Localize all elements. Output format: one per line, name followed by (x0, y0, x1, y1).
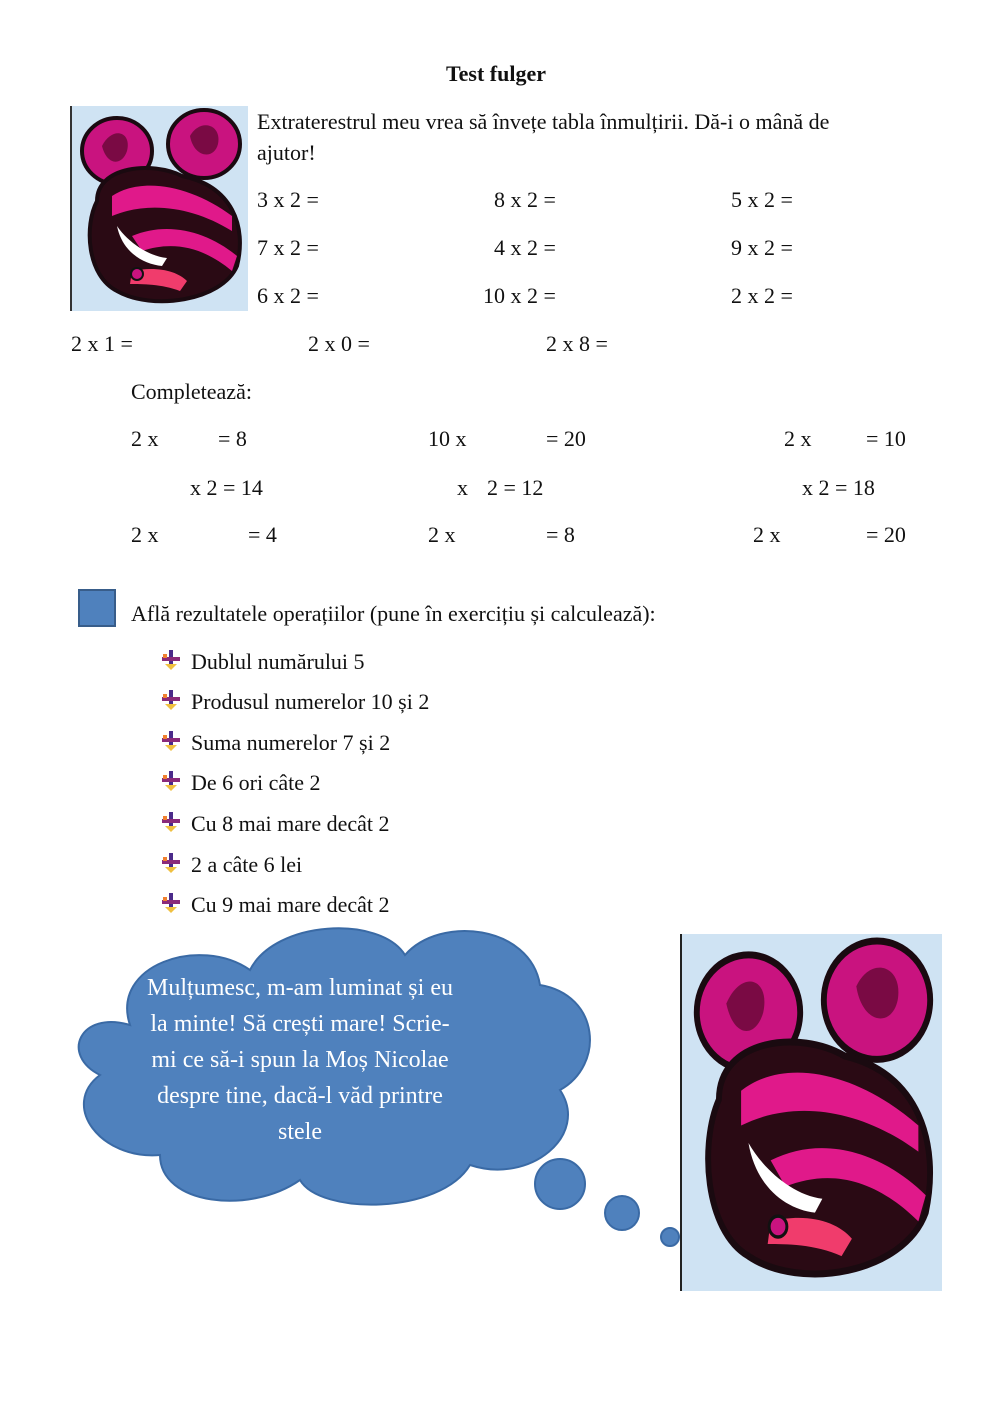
list-item-label: De 6 ori câte 2 (191, 770, 321, 795)
fill-left: 2 x (753, 522, 781, 547)
complete-heading: Completează: (131, 379, 252, 404)
intro-line-1: Extraterestrul meu vrea să învețe tabla înmulțirii. Dă-i o mână de (257, 109, 830, 134)
fill-expression: x 2 = 18 (802, 475, 875, 500)
fill-right: = 4 (248, 522, 277, 547)
arrow-down-bullet-icon (162, 812, 180, 832)
list-item-label: Cu 8 mai mare decât 2 (191, 811, 390, 836)
list-item-label: Produsul numerelor 10 și 2 (191, 689, 430, 714)
exercise: 5 x 2 = (731, 187, 793, 212)
exercise: 7 x 2 = (257, 235, 319, 260)
intro-line-2: ajutor! (257, 140, 316, 165)
arrow-down-bullet-icon (162, 731, 180, 751)
arrow-down-bullet-icon (162, 771, 180, 791)
list-item-label: Suma numerelor 7 și 2 (191, 730, 391, 755)
exercise: 10 x 2 = (483, 283, 556, 308)
cloud-message: Mulțumesc, m-am luminat și eu la minte! Să crești mare! Scrie-mi ce să-i spun la Moș Nicolae despre tine, dacă-l văd printre stele (147, 975, 453, 1145)
fill-expression: x 2 = 14 (190, 475, 263, 500)
exercise: 9 x 2 = (731, 235, 793, 260)
alien-image-top (70, 106, 248, 311)
alien-illustration (72, 106, 248, 311)
thought-bubble-small (661, 1228, 679, 1246)
task-heading: Află rezultatele operațiilor (pune în exercițiu și calculează): (131, 601, 656, 626)
exercise: 4 x 2 = (494, 235, 556, 260)
fill-left: 2 x (131, 522, 159, 547)
exercise: 2 x 2 = (731, 283, 793, 308)
fill-left: 2 x (428, 522, 456, 547)
fill-left: 2 x (131, 426, 159, 451)
fill-right: = 8 (546, 522, 575, 547)
fill-left: 10 x (428, 426, 467, 451)
fill-left: x (457, 475, 468, 500)
exercise: 3 x 2 = (257, 187, 319, 212)
alien-illustration (682, 934, 942, 1291)
list-item-label: Dublul numărului 5 (191, 649, 365, 674)
arrow-down-bullet-icon (162, 853, 180, 873)
fill-left: 2 x (784, 426, 812, 451)
exercise: 2 x 1 = (71, 331, 133, 356)
fill-right: = 10 (866, 426, 906, 451)
arrow-down-bullet-icon (162, 650, 180, 670)
thought-bubble-large (535, 1159, 585, 1209)
exercise: 8 x 2 = (494, 187, 556, 212)
arrow-down-bullet-icon (162, 893, 180, 913)
fill-right: = 8 (218, 426, 247, 451)
exercise: 2 x 8 = (546, 331, 608, 356)
exercise: 6 x 2 = (257, 283, 319, 308)
fill-right: 2 = 12 (487, 475, 544, 500)
page-title: Test fulger (446, 61, 547, 86)
alien-image-bottom (680, 934, 942, 1291)
list-item-label: Cu 9 mai mare decât 2 (191, 892, 390, 917)
blue-square-icon (78, 589, 116, 627)
fill-right: = 20 (866, 522, 906, 547)
arrow-down-bullet-icon (162, 690, 180, 710)
list-item-label: 2 a câte 6 lei (191, 852, 303, 877)
thought-bubble-medium (605, 1196, 639, 1230)
fill-right: = 20 (546, 426, 586, 451)
exercise: 2 x 0 = (308, 331, 370, 356)
